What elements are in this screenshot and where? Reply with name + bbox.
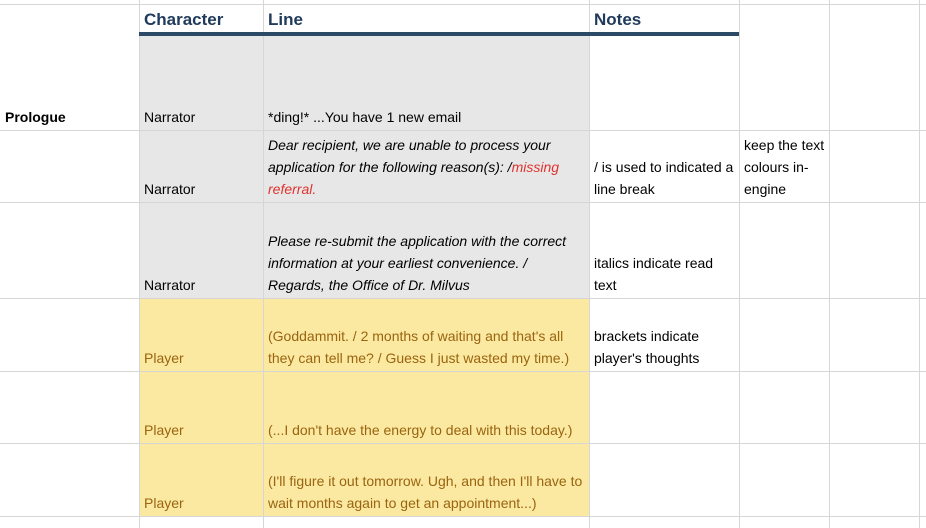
line-cell[interactable]: (Goddammit. / 2 months of waiting and that's all they can tell me? / Guess I just wasted my time.) <box>268 328 570 366</box>
character-cell[interactable]: Player <box>144 495 184 511</box>
notes-cell[interactable]: italics indicate read text <box>594 255 714 293</box>
header-character[interactable]: Character <box>144 9 224 29</box>
line-cell[interactable]: Please re-submit the application with the correct information at your earliest convenience. / Regards, the Office of Dr. Milvus <box>268 233 567 293</box>
line-cell[interactable]: (I'll figure it out tomorrow. Ugh, and then I'll have to wait months again to get an appointment...) <box>268 473 583 511</box>
character-cell[interactable]: Narrator <box>144 109 196 125</box>
error-reason-text: missing referral. <box>268 159 560 197</box>
line-text: Dear recipient, we are unable to process your application for the following reason(s): /missing referral. <box>268 137 560 197</box>
character-cell[interactable]: Narrator <box>144 277 196 293</box>
notes-cell[interactable]: / is used to indicated a line break <box>594 159 734 197</box>
character-cell[interactable]: Player <box>144 350 184 366</box>
header-notes[interactable]: Notes <box>594 9 642 29</box>
character-cell[interactable]: Narrator <box>144 181 196 197</box>
line-cell[interactable]: *ding!* ...You have 1 new email <box>268 109 462 125</box>
header-line[interactable]: Line <box>268 9 303 29</box>
scene-label[interactable]: Prologue <box>5 109 66 125</box>
notes-cell[interactable] <box>589 36 739 131</box>
extra-notes-cell[interactable]: keep the text colours in-engine <box>744 137 825 197</box>
extra-notes-cell[interactable] <box>739 36 829 131</box>
line-cell[interactable]: (...I don't have the energy to deal with this today.) <box>268 422 573 438</box>
character-cell[interactable]: Player <box>144 422 184 438</box>
line-cell[interactable] <box>263 131 589 203</box>
notes-cell[interactable]: brackets indicate player's thoughts <box>594 328 700 366</box>
